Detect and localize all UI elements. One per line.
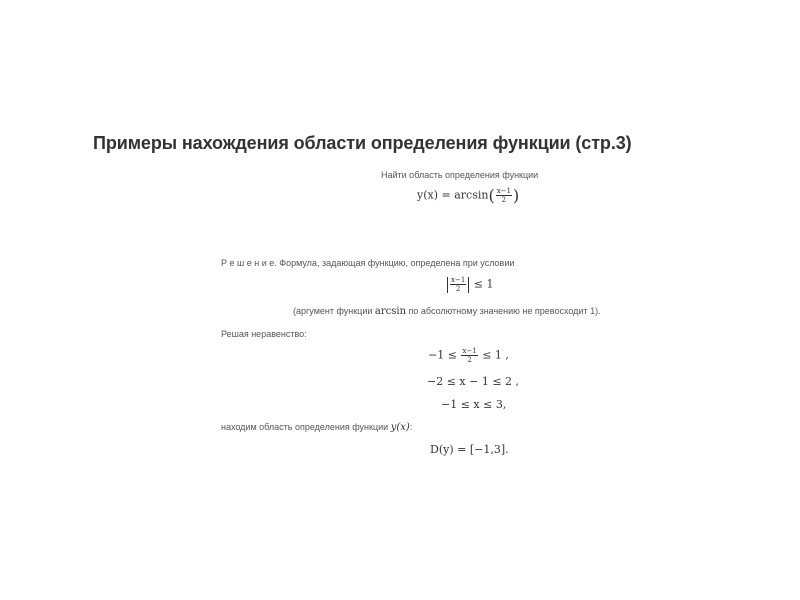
domain-label: [221, 422, 412, 433]
step-1-fraction: [461, 347, 477, 364]
function-fraction: [496, 187, 512, 204]
step-2: −2 ≤ x − 1 ≤ 2 ,: [427, 375, 520, 388]
step-1-post: ≤ 1 ,: [478, 348, 509, 362]
solution-note: [293, 306, 601, 317]
note-text-pre: (аргумент функции: [293, 306, 375, 316]
page-title: Примеры нахождения области определения функции (стр.3): [93, 133, 632, 153]
note-function: arcsin: [374, 306, 407, 317]
fraction-denominator: 2: [501, 196, 507, 204]
condition-fraction: [450, 276, 466, 293]
fraction-numerator: x−1: [496, 187, 511, 195]
domain-label-post: :: [409, 422, 413, 432]
note-text-post: по абсолютному значению не превосходит 1).: [406, 306, 601, 316]
solution-intro: Р е ш е н и е. Формула, задающая функцию, определена при условии: [221, 258, 515, 268]
condition-formula: [446, 276, 494, 293]
task-text: Найти область определения функции: [381, 170, 539, 180]
fraction-numerator: x−1: [451, 276, 466, 284]
domain-result: D(y) = [−1,3].: [430, 443, 509, 456]
step-1: [428, 347, 509, 364]
domain-label-pre: находим область определения функции: [221, 422, 391, 432]
fraction-numerator: x−1: [462, 347, 477, 355]
fraction-denominator: 2: [455, 285, 461, 293]
condition-rhs: ≤ 1: [473, 277, 494, 291]
domain-label-function: y(x): [390, 422, 410, 433]
function-formula: y(x) = arcsin( $\frac{x-1}{2}$ ): [417, 186, 520, 205]
fraction-denominator: 2: [467, 356, 472, 364]
solving-label: Решая неравенство:: [221, 329, 307, 339]
function-lhs: y(x) =: [417, 188, 455, 202]
function-name: arcsin: [454, 188, 489, 202]
step-1-pre: −1 ≤: [428, 348, 461, 362]
step-3: −1 ≤ x ≤ 3,: [441, 398, 507, 411]
